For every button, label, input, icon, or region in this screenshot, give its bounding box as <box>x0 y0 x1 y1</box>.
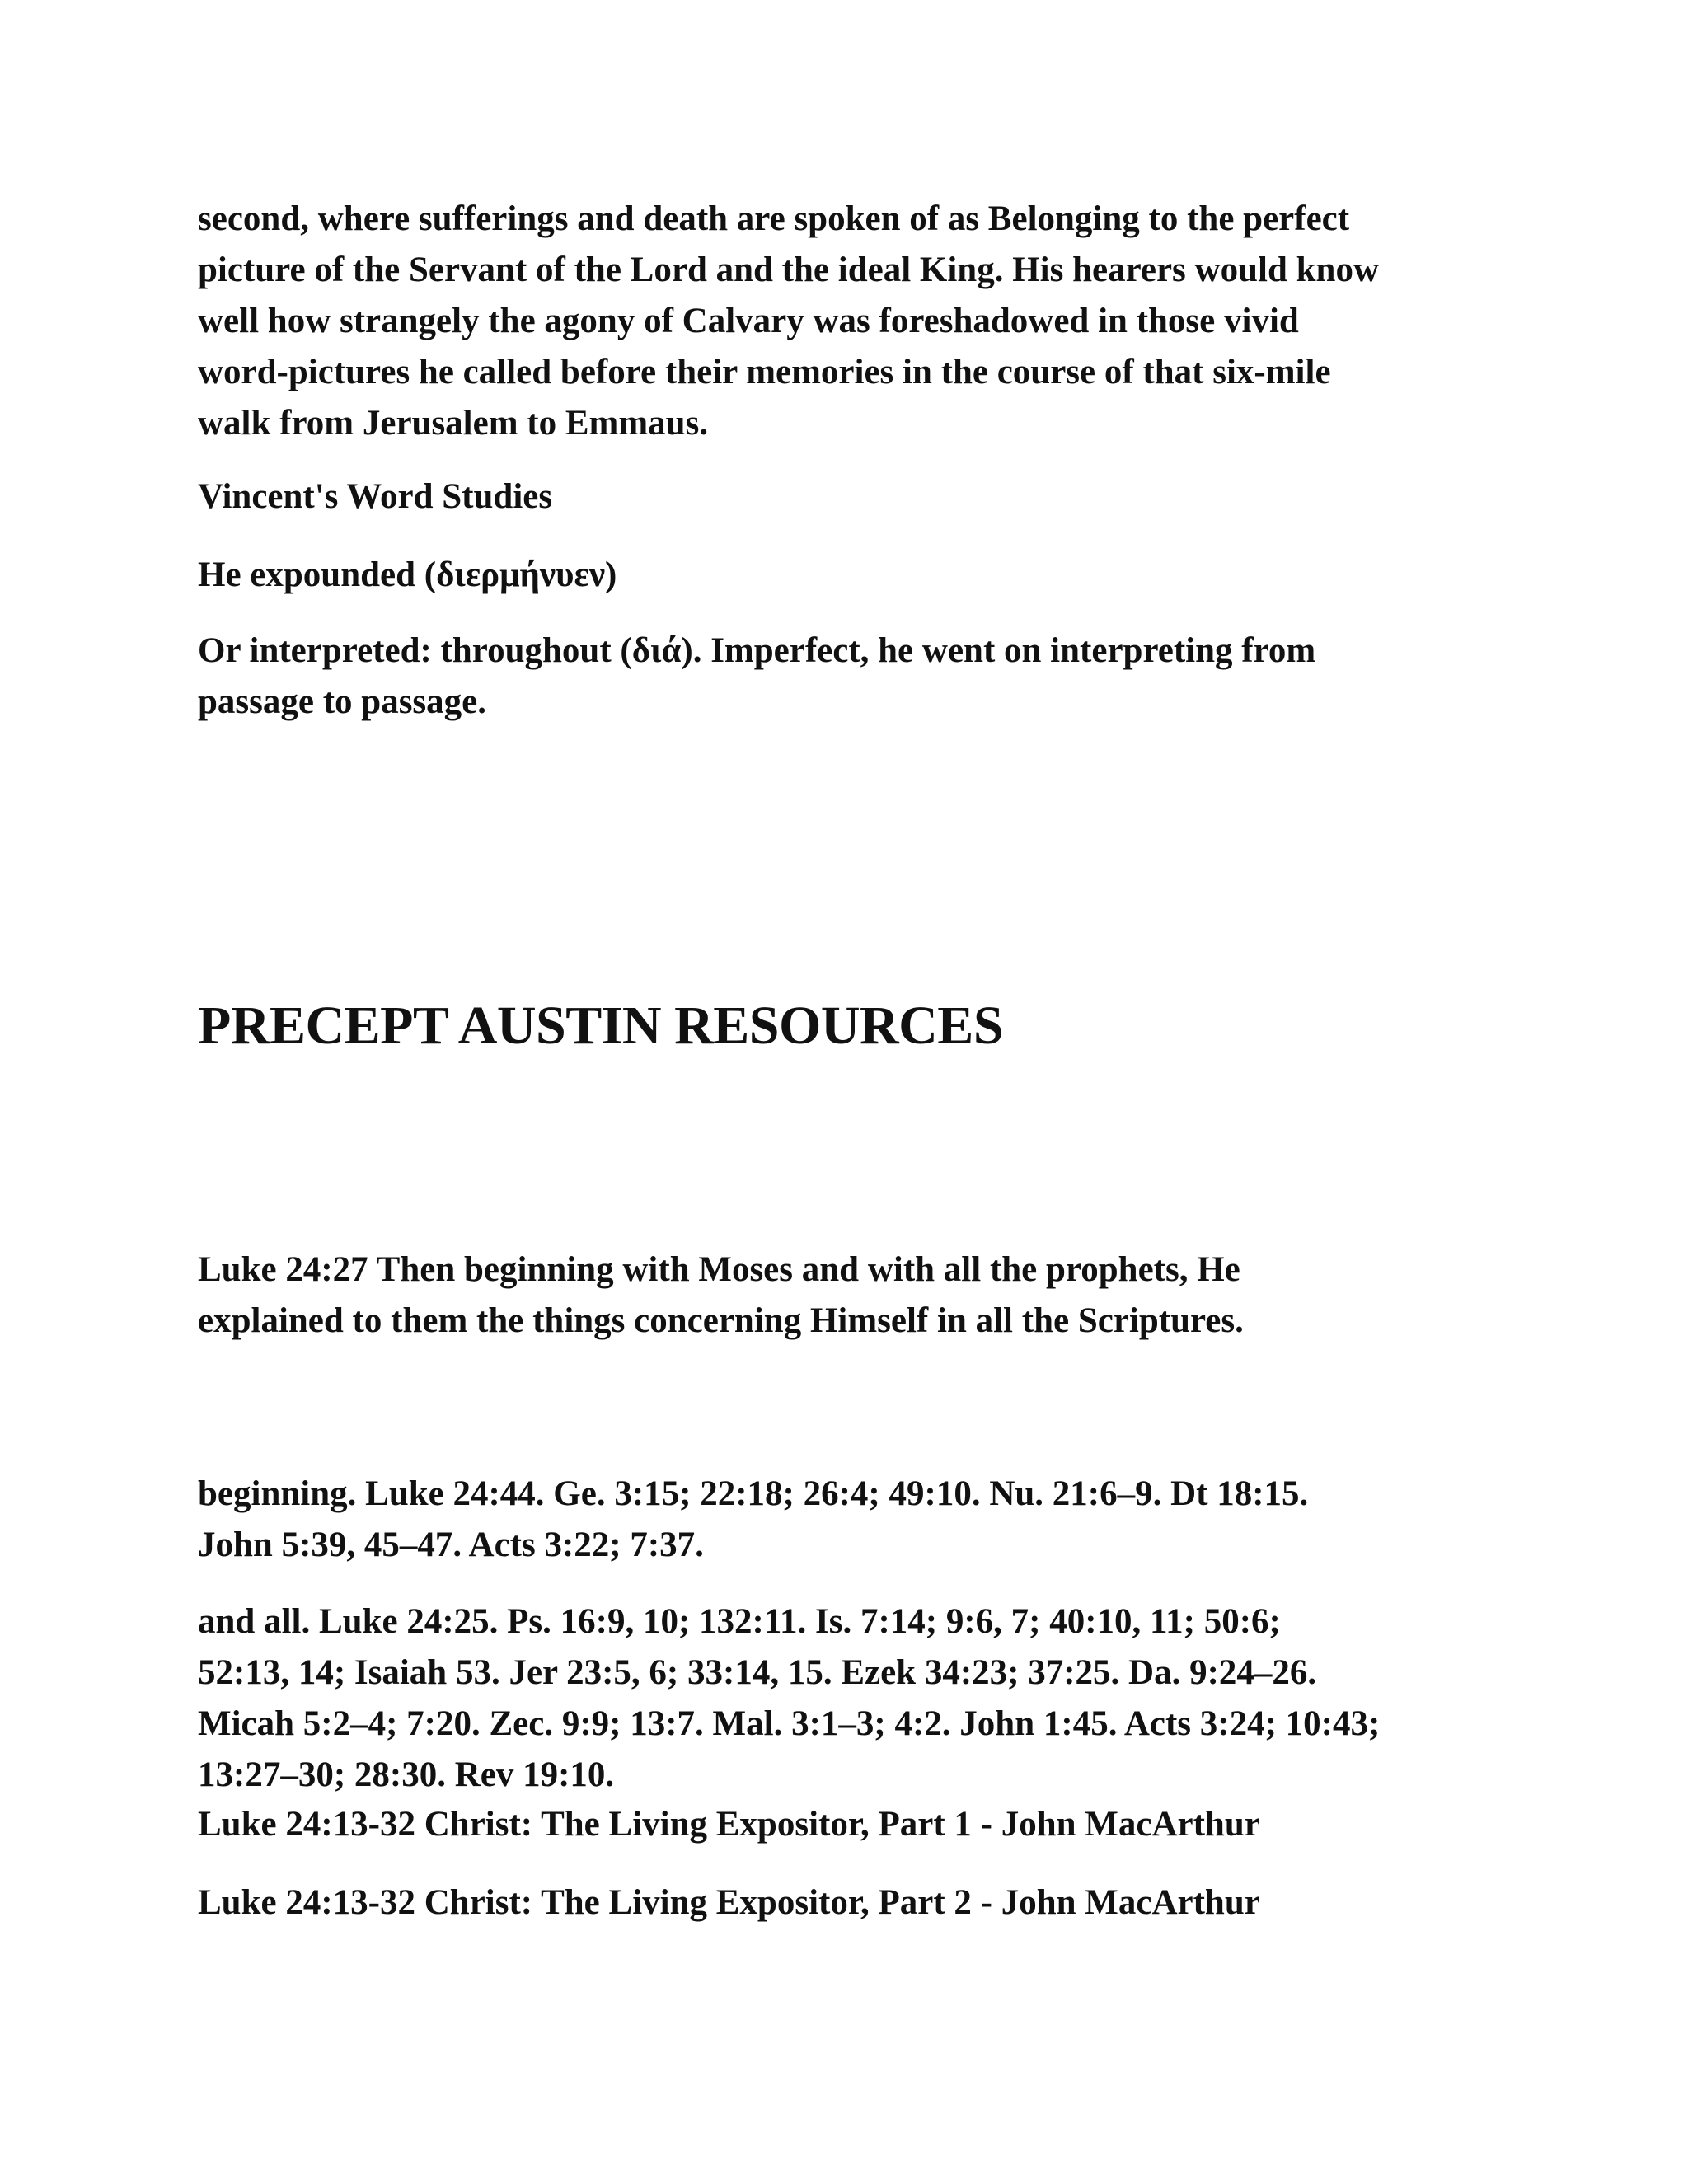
text-line: walk from Jerusalem to Emmaus. <box>198 404 709 443</box>
vincent-note <box>198 626 1315 728</box>
text-line: picture of the Servant of the Lord and the ideal King. His hearers would know <box>198 251 1380 289</box>
robertson-paragraph <box>198 194 1379 449</box>
vincent-title: Vincent's Word Studies <box>198 477 553 516</box>
text-line: and all. Luke 24:25. Ps. 16:9, 10; 132:11. Is. 7:14; 9:6, 7; 40:10, 11; 50:6; <box>198 1602 1281 1641</box>
text-line: word-pictures he called before their memories in the course of that six-mile <box>198 353 1331 391</box>
text-line: second, where sufferings and death are spoken of as Belonging to the perfect <box>198 199 1350 238</box>
text-line: Or interpreted: throughout (διά). Imperfect, he went on interpreting from <box>198 631 1316 670</box>
cross-reference-and-all <box>198 1596 1380 1801</box>
text-line: 13:27–30; 28:30. Rev 19:10. <box>198 1755 615 1794</box>
text-line: Luke 24:27 Then beginning with Moses and with all the prophets, He <box>198 1250 1240 1289</box>
text-line: well how strangely the agony of Calvary was foreshadowed in those vivid <box>198 302 1299 340</box>
text-line: John 5:39, 45–47. Acts 3:22; 7:37. <box>198 1526 704 1564</box>
text-line: 52:13, 14; Isaiah 53. Jer 23:5, 6; 33:14, 15. Ezek 34:23; 37:25. Da. 9:24–26. <box>198 1653 1317 1692</box>
text-line: passage to passage. <box>198 682 487 721</box>
verse-text <box>198 1244 1244 1347</box>
vincent-term: He expounded (διερμήνυεν) <box>198 555 617 594</box>
sermon-link-part-1[interactable]: Luke 24:13-32 Christ: The Living Expositor, Part 1 - John MacArthur <box>198 1805 1260 1844</box>
text-line: Micah 5:2–4; 7:20. Zec. 9:9; 13:7. Mal. 3:1–3; 4:2. John 1:45. Acts 3:24; 10:43; <box>198 1704 1381 1743</box>
sermon-link-part-2[interactable]: Luke 24:13-32 Christ: The Living Expositor, Part 2 - John MacArthur <box>198 1883 1260 1922</box>
text-line: beginning. Luke 24:44. Ge. 3:15; 22:18; 26:4; 49:10. Nu. 21:6–9. Dt 18:15. <box>198 1474 1309 1513</box>
section-heading: PRECEPT AUSTIN RESOURCES <box>198 996 1004 1056</box>
text-line: explained to them the things concerning Himself in all the Scriptures. <box>198 1301 1244 1340</box>
cross-reference-beginning <box>198 1469 1308 1571</box>
